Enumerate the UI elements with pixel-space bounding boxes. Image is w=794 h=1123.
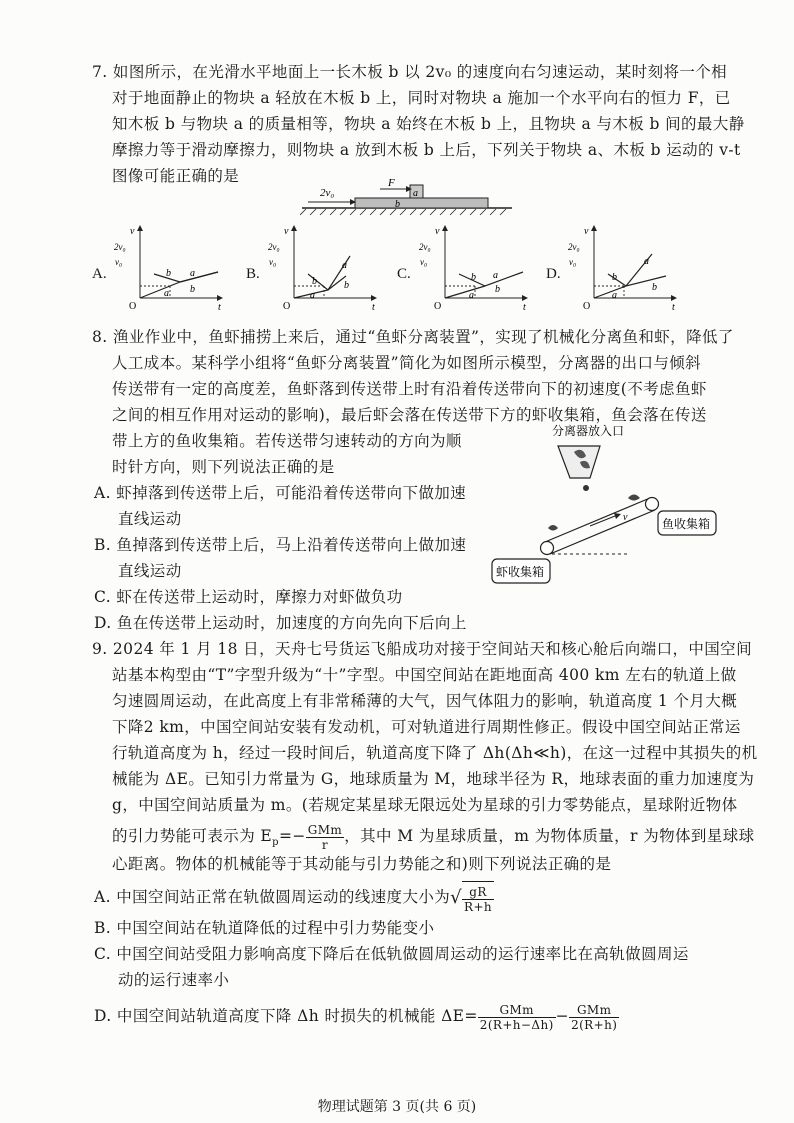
ep-den: r xyxy=(321,837,329,852)
page-footer: 物理试题第 3 页(共 6 页) xyxy=(317,1099,477,1115)
t-axis-arrow xyxy=(371,295,377,301)
y-2v0-label: 2v₀ xyxy=(114,242,126,252)
q7-line-1: 7. 如图所示，在光滑水平地面上一长木板 b 以 2v₀ 的速度向右匀速运动，某时刻将一个相 xyxy=(92,63,728,81)
vt-graph xyxy=(268,222,380,314)
q9-line-1: 9. 2024 年 1 月 18 日，天舟七号货运飞船成功对接于空间站天和核心舱后向端口，中国空间 xyxy=(92,640,752,658)
belt-v-label: v xyxy=(623,512,628,523)
t-axis-label: t xyxy=(372,302,375,313)
vt-graph xyxy=(419,222,531,314)
line-a xyxy=(140,282,180,298)
graph-option-letter: D. xyxy=(546,266,561,282)
q8-line-4: 之间的相互作用对运动的影响)，最后虾会落在传送带下方的虾收集箱，鱼会落在传送 xyxy=(112,406,707,424)
q8-option-b-cont: 直线运动 xyxy=(118,562,182,580)
v-axis-arrow xyxy=(137,225,143,231)
opt-d-fraction-1 xyxy=(478,1003,556,1032)
sqrt-icon: √ xyxy=(450,887,463,908)
upper-roller xyxy=(646,498,659,511)
opt-a-num: gR xyxy=(462,885,494,900)
q7-line-5: 图像可能正确的是 xyxy=(112,167,240,185)
y-v0-label: v₀ xyxy=(115,257,123,267)
q8-line-2: 人工成本。某科学小组将“鱼虾分离装置”简化为如图所示模型，分离器的出口与倾斜 xyxy=(112,354,702,372)
opt-a-text: A. 中国空间站正常在轨做圆周运动的线速度大小为 xyxy=(94,888,451,906)
graph-option-letter: B. xyxy=(246,266,260,282)
curve-label-a: a xyxy=(164,288,169,299)
fish-box-label: 鱼收集箱 xyxy=(662,517,711,531)
graph-option-letter: A. xyxy=(92,266,107,282)
ep-before: 的引力势能可表示为 E xyxy=(112,827,273,845)
curve-label-b: b xyxy=(312,276,317,287)
q8-conveyor-figure xyxy=(490,418,730,586)
graph-option-letter: C. xyxy=(397,266,411,282)
vt-graph xyxy=(114,222,226,314)
q7-board-figure xyxy=(300,175,520,217)
opt-d-minus: − xyxy=(555,1007,570,1025)
y-2v0-label: 2v₀ xyxy=(268,242,280,252)
q7-line-3: 知木板 b 与物块 a 的质量相等，物块 a 始终在木板 b 上，且物块 a 与木板 b 间的最大静 xyxy=(112,115,745,133)
v-axis-label: v xyxy=(435,226,440,237)
ep-sub: p xyxy=(272,837,279,849)
y-v0-label: v₀ xyxy=(420,257,428,267)
opt-a-fraction xyxy=(462,885,494,914)
q9-line-7: g，中国空间站质量为 m。(若规定某星球无限远处为星球的引力零势能点，星球附近物体 xyxy=(112,796,738,814)
q9-option-c: C. 中国空间站受阻力影响高度下降后在低轨做圆周运动的运行速率比在高轨做圆周运 xyxy=(94,945,689,963)
fig-a-label: a xyxy=(413,188,418,199)
q8-option-b: B. 鱼掉落到传送带上后，马上沿着传送带向上做加速 xyxy=(94,536,467,554)
opt-d-text: D. 中国空间站轨道高度下降 Δh 时损失的机械能 ΔE= xyxy=(94,1007,478,1025)
q9-line-4: 下降2 km，中国空间站安装有发动机，可对轨道进行周期性修正。假设中国空间站正常运 xyxy=(112,718,741,736)
curve-label-a: a xyxy=(342,260,347,271)
fig-v-label: 2v₀ xyxy=(320,187,335,199)
curve-label-a: a xyxy=(644,256,649,267)
fig-b-label: b xyxy=(395,199,400,210)
opt-d-den-2: 2(R+h) xyxy=(571,1017,618,1032)
curve-label-b: b xyxy=(495,284,500,295)
opt-a-den: R+h xyxy=(464,900,493,914)
q7-line-4: 摩擦力等于滑动摩擦力，则物块 a 放到木板 b 上后，下列关于物块 a、木板 b 运动的 v-t xyxy=(112,141,741,159)
q8-line-5: 带上方的鱼收集箱。若传送带匀速转动的方向为顺 xyxy=(112,432,462,450)
v-axis-label: v xyxy=(284,226,289,237)
q8-option-a-cont: 直线运动 xyxy=(118,510,182,528)
curve-label-b: b xyxy=(652,282,657,293)
q9-option-b: B. 中国空间站在轨道降低的过程中引力势能变小 xyxy=(94,919,435,937)
y-v0-label: v₀ xyxy=(269,257,277,267)
curve-label-b: b xyxy=(344,280,349,291)
ep-num: GMm xyxy=(307,822,343,837)
q8-line-3: 传送带有一定的高度差，鱼虾落到传送带上时有沿着传送带向下的初速度(不考虑鱼虾 xyxy=(112,380,707,398)
q8-option-d: D. 鱼在传送带上运动时，加速度的方向先向下后向上 xyxy=(94,614,467,632)
q8-line-6: 时针方向，则下列说法正确的是 xyxy=(112,458,335,476)
curve-label-a: a xyxy=(190,268,195,279)
v-axis-arrow xyxy=(442,225,448,231)
opt-d-num-2: GMm xyxy=(569,1003,619,1018)
t-axis-arrow xyxy=(671,295,677,301)
q9-line-5: 行轨道高度为 h，经过一段时间后，轨道高度下降了 Δh(Δh≪h)，在这一过程中其损失的机 xyxy=(112,744,758,762)
t-axis-arrow xyxy=(217,295,223,301)
v-axis-arrow xyxy=(291,225,297,231)
opt-d-num-1: GMm xyxy=(478,1003,556,1018)
v-axis-arrow xyxy=(591,225,597,231)
inlet-label: 分离器放入口 xyxy=(552,424,625,438)
y-v0-label: v₀ xyxy=(569,257,577,267)
t-axis-arrow xyxy=(522,295,528,301)
board-b xyxy=(355,198,488,208)
vt-graph xyxy=(568,222,680,314)
t-axis-label: t xyxy=(672,302,675,313)
y-2v0-label: 2v₀ xyxy=(419,242,431,252)
v-axis-label: v xyxy=(130,226,135,237)
q9-line-3: 匀速圆周运动，在此高度上有非常稀薄的大气，因气体阻力的影响，轨道高度 1 个月大概 xyxy=(112,692,738,710)
curve-label-a: a xyxy=(310,290,315,301)
line-a-end xyxy=(180,272,218,282)
ep-eq: =− xyxy=(278,827,306,845)
curve-label-a: a xyxy=(493,270,498,281)
origin-label: O xyxy=(434,301,442,312)
curve-label-b: b xyxy=(612,272,617,283)
t-axis-label: t xyxy=(523,302,526,313)
ep-after: ，其中 M 为星球质量，m 为物体质量，r 为物体到星球球 xyxy=(344,827,755,845)
q9-option-d xyxy=(94,998,619,1034)
shrimp-box-label: 虾收集箱 xyxy=(496,565,545,579)
fig-f-label: F xyxy=(388,177,395,189)
q8-option-c: C. 虾在传送带上运动时，摩擦力对虾做负功 xyxy=(94,588,403,606)
curve-label-a: a xyxy=(469,290,474,301)
curve-label-b: b xyxy=(190,284,195,295)
line-b xyxy=(459,272,523,286)
q9-option-c-cont: 动的运行速率小 xyxy=(118,971,230,989)
origin-label: O xyxy=(129,301,137,312)
q9-line-2: 站基本构型由“T”字型升级为“十”字型。中国空间站在距地面高 400 km 左右的轨道上做 xyxy=(112,666,737,684)
q8-option-a: A. 虾掉落到传送带上后，可能沿着传送带向下做加速 xyxy=(94,484,467,502)
q9-line-6: 械能为 ΔE。已知引力常量为 G，地球质量为 M，地球半径为 R，地球表面的重力加速度为 xyxy=(112,770,755,788)
v-axis-label: v xyxy=(584,226,589,237)
curve-label-b: b xyxy=(471,272,476,283)
opt-d-den-1: 2(R+h−Δh) xyxy=(479,1017,554,1032)
q9-line-last: 心距离。物体的机械能等于其动能与引力势能之和)则下列说法正确的是 xyxy=(112,855,612,873)
opt-d-fraction-2 xyxy=(569,1003,619,1032)
q9-ep-line xyxy=(112,820,755,852)
line-a xyxy=(445,286,485,298)
y-2v0-label: 2v₀ xyxy=(568,242,580,252)
ep-fraction xyxy=(306,823,344,852)
q8-line-1: 8. 渔业作业中，鱼虾捕捞上来后，通过“鱼虾分离装置”，实现了机械化分离鱼和虾，降低了 xyxy=(92,328,734,346)
curve-label-a: a xyxy=(612,290,617,301)
origin-label: O xyxy=(283,301,291,312)
origin-label: O xyxy=(583,301,591,312)
q9-option-a xyxy=(94,880,494,914)
t-axis-label: t xyxy=(218,302,221,313)
curve-label-b: b xyxy=(166,268,171,279)
lower-roller xyxy=(541,542,554,555)
q7-line-2: 对于地面静止的物块 a 轻放在木板 b 上，同时对物块 a 施加一个水平向右的恒力 F，已 xyxy=(112,89,731,107)
